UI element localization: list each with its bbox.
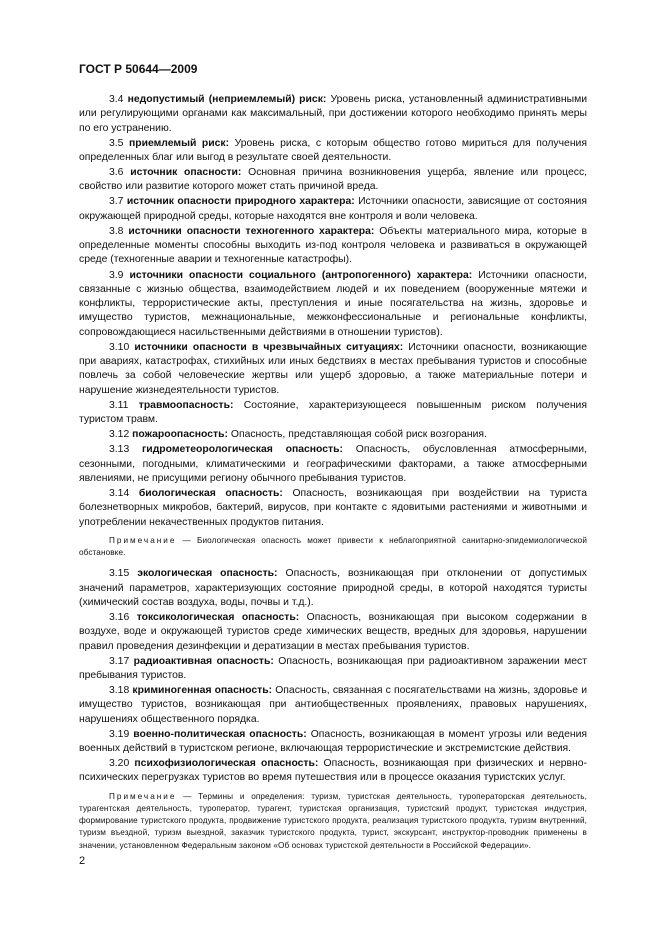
definition-item <box>79 487 587 530</box>
definition-text: Опасность, связанная с посягательствами на жизнь, здоровье и имущество туристов, возникающая при антиобщественных проявлениях, правовых нарушениях, нарушениях общественного порядка. <box>79 685 588 725</box>
definition-item <box>79 428 587 442</box>
definition-number: 3.9 <box>109 269 124 281</box>
definition-text: Опасность, возникающая при высоком содержании в воздухе, воде и окружающей туристов среде химических веществ, вредных для здоровья, нарушении правил проведения дезинфекции и дератизации в местах пребывания туристов. <box>79 611 587 652</box>
definition-text: Опасность, обусловленная атмосферными, сезонными, погодными, климатическими и географическими факторами, а также атмосферными явлениями, не присущими региону обычного пребывания туристов. <box>79 444 587 484</box>
definition-item <box>79 684 587 727</box>
definition-number: 3.20 <box>109 758 130 770</box>
definition-term: недопустимый (неприемлемый) риск: <box>127 94 327 105</box>
definition-number: 3.11 <box>109 399 129 411</box>
definition-text: Уровень риска, установленный административными или регулирующими органами как максимальный, при достижении которого необходимо принять меры по его устранению. <box>79 94 588 134</box>
definition-number: 3.10 <box>109 341 130 353</box>
definition-item <box>79 195 587 224</box>
definition-term: источник опасности природного характера: <box>126 196 355 208</box>
definition-item <box>79 269 587 340</box>
document-header: ГОСТ Р 50644—2009 <box>79 62 198 76</box>
definition-number: 3.4 <box>109 94 124 105</box>
definition-text: Опасность, возникающая при воздействии на туриста болезнетворных микробов, бактерий, вирусов, при контакте с ядовитыми растениями и животными и употреблении некачественных продуктов питания. <box>79 487 587 528</box>
definition-item <box>79 225 587 268</box>
definition-number: 3.5 <box>109 137 124 149</box>
definition-term: токсикологическая опасность: <box>136 611 300 623</box>
definition-number: 3.8 <box>109 225 124 237</box>
definition-text: Уровень риска, с которым общество готово мириться для получения определенных благ или выгод в результате своей деятельности. <box>79 137 587 163</box>
definition-term: травмоопасность: <box>138 399 234 411</box>
definition-item <box>79 93 587 136</box>
definition-text: Источники опасности, зависящие от состояния окружающей природной среды, которые находятся вне контроля и воли человека. <box>79 196 587 222</box>
definition-text: Опасность, возникающая при отклонении от допустимых значений параметров, характеризующих состояние природной среды, в которой находятся туристы (химический состав воздуха, воды, почвы и т.д.). <box>79 568 587 608</box>
definition-number: 3.18 <box>109 685 130 697</box>
definition-number: 3.7 <box>109 196 124 208</box>
page-number: 2 <box>79 855 86 867</box>
note-text: — Биологическая опасность может привести к неблагоприятной санитарно-эпидемиологической обстановке. <box>79 535 588 558</box>
definition-item <box>79 567 587 610</box>
definition-term: источники опасности техногенного характера: <box>128 225 375 237</box>
note-label: Примечание <box>109 535 177 545</box>
definition-number: 3.12 <box>109 429 130 441</box>
definition-term: источник опасности: <box>130 167 242 179</box>
note-text: — Термины и определения: туризм, туристская деятельность, туроператорская деятельность, турагентская деятельность, туроператор, турагент, туристская организация, туристский продукт, туристская индустрия, формирование туристского продукта, продвижение туристского продукта, реализация туристского продукта, туризм внутренний, туризм въездной, туризм выездной, заказчик туристского продукта, турист, экскурсант, инструктор-проводник применены в значении, установленном Федеральным законом «Об основах туристской деятельности в Российской Федерации». <box>79 791 588 850</box>
definition-term: криминогенная опасность: <box>132 685 273 697</box>
document-body <box>79 93 587 860</box>
definition-number: 3.19 <box>109 728 130 740</box>
note-label: Примечание <box>109 791 177 801</box>
definition-item <box>79 166 587 195</box>
definition-item <box>79 443 587 486</box>
definition-item <box>79 728 587 757</box>
definition-item <box>79 341 587 398</box>
definition-text: Состояние, характеризующееся повышенным риском получения туристом травм. <box>79 399 587 426</box>
definition-text: Опасность, возникающая при радиоактивном заражении мест пребывания туристов. <box>79 655 588 681</box>
definition-term: источники опасности в чрезвычайных ситуациях: <box>134 341 404 353</box>
definition-text: Основная причина возникновения ущерба, явление или процесс, свойство или развитие которого может стать причиной вреда. <box>79 167 588 193</box>
definition-term: экологическая опасность: <box>137 568 278 580</box>
definition-text: Опасность, возникающая в момент угрозы или ведения военных действий в туристском регионе, включающая террористические и экстремистские действия. <box>79 728 588 755</box>
definition-text: Опасность, возникающая при физических и нервно-психических перегрузках туристов во время путешествия или в процессе оказания туристских услуг. <box>79 758 588 784</box>
definition-text: Источники опасности, возникающие при авариях, катастрофах, стихийных или иных бедствиях в местах пребывания туристов и способные повлечь за собой человеческие жертвы или ущерб здоровью, а также материальные потери и нарушение жизнедеятельности туристов. <box>79 341 588 396</box>
definition-number: 3.13 <box>109 444 130 456</box>
definition-text: Опасность, представляющая собой риск возгорания. <box>230 429 487 441</box>
definition-item <box>79 611 587 654</box>
definition-term: пожароопасность: <box>132 429 228 441</box>
note-terms <box>79 791 587 852</box>
definition-term: источники опасности социального (антропогенного) характера: <box>129 269 473 281</box>
definition-text: Объекты материального мира, которые в определенные моменты способны выходить из-под контроля человека и развиваться в окружающей среде (техногенные аварии и техногенные катастрофы). <box>79 225 587 266</box>
definition-item <box>79 399 587 428</box>
definition-number: 3.6 <box>109 167 124 179</box>
definition-number: 3.14 <box>109 487 130 499</box>
definition-term: гидрометеорологическая опасность: <box>141 444 343 456</box>
definition-item <box>79 137 587 166</box>
definition-term: приемлемый риск: <box>128 137 230 149</box>
definition-term: военно-политическая опасность: <box>133 728 307 740</box>
definition-number: 3.17 <box>109 655 130 667</box>
note-biological <box>79 535 587 559</box>
definition-number: 3.16 <box>109 611 130 623</box>
definition-item <box>79 655 587 684</box>
definition-item <box>79 757 587 786</box>
definition-text: Источники опасности, связанные с жизнью общества, взаимодействием людей и их поведением (вооруженные мятежи и конфликты, террористические акты, преступления и иные посягательства на жизнь, здоровье и имущество туристов, межнациональные, межконфессиональные и региональные конфликты, сопровождающиеся насильственными действиями в отношении туристов). <box>79 269 587 338</box>
definition-term: радиоактивная опасность: <box>133 655 274 667</box>
definition-number: 3.15 <box>109 568 130 580</box>
definition-term: психофизиологическая опасность: <box>134 758 319 770</box>
definition-term: биологическая опасность: <box>138 487 283 499</box>
